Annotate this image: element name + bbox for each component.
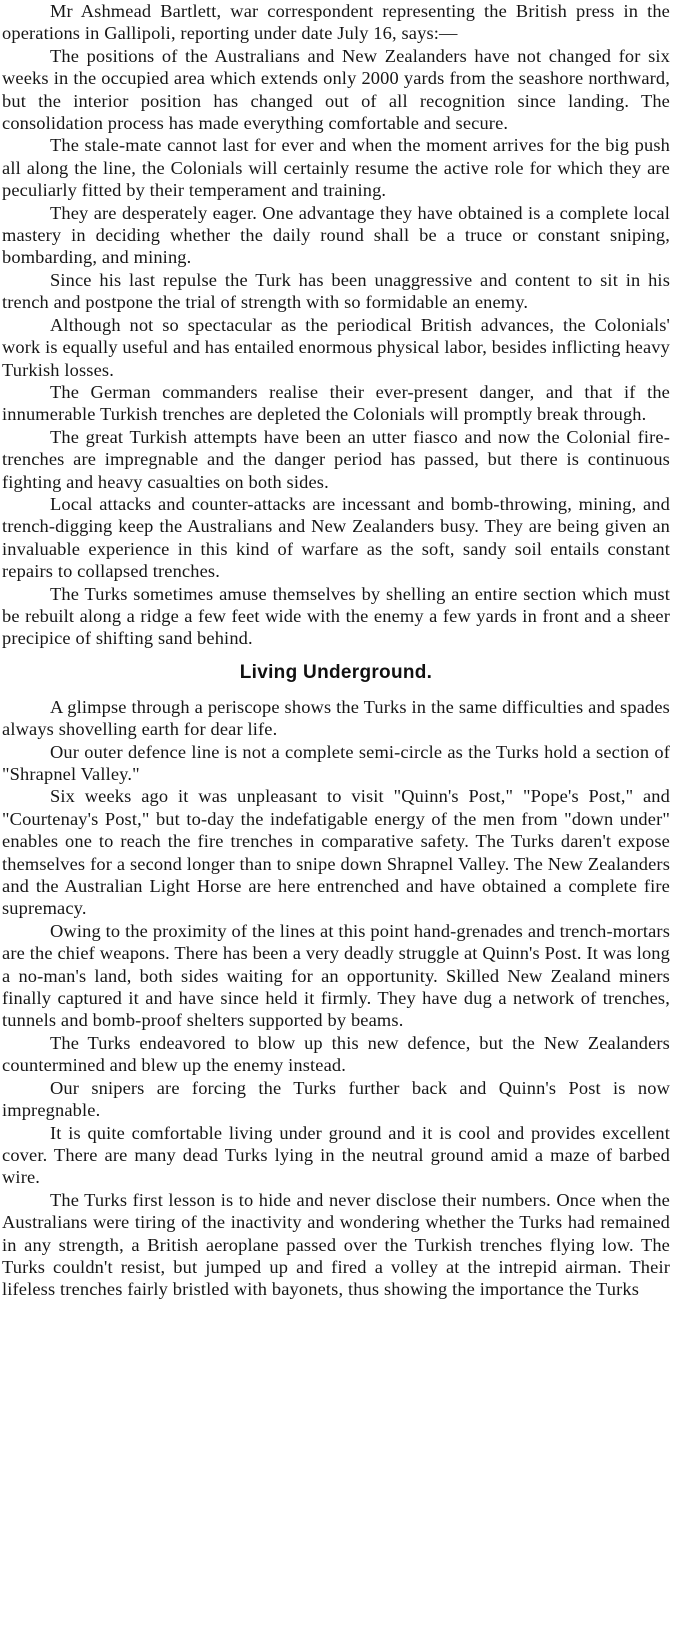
paragraph: The Turks first lesson is to hide and never disclose their numbers. Once when the Australians were tiring of the inactivity and wondering whether the Turks had remained in any strength, a British aeroplane passed over the Turkish trenches flying low. The Turks couldn't resist, but jumped up and fired a volley at the intrepid airman. Their lifeless trenches fairly bristled with bayonets, thus showing the importance the Turks [2, 1189, 670, 1300]
paragraph: Our snipers are forcing the Turks further back and Quinn's Post is now impregnable. [2, 1077, 670, 1121]
paragraph: They are desperately eager. One advantage they have obtained is a complete local mastery in deciding whether the daily round shall be a truce or constant sniping, bombarding, and mining. [2, 202, 670, 268]
paragraph: The great Turkish attempts have been an utter fiasco and now the Colonial fire-trenches are impregnable and the danger period has passed, but there is continuous fighting and heavy casualties on both sides. [2, 426, 670, 492]
paragraph: The positions of the Australians and New Zealanders have not changed for six weeks in the occupied area which extends only 2000 yards from the seashore northward, but the interior position has changed out of all recognition since landing. The consolidation process has made everything comfortable and secure. [2, 45, 670, 134]
paragraph: Six weeks ago it was unpleasant to visit "Quinn's Post," "Pope's Post," and "Courtenay's Post," but to-day the indefatigable energy of the men from "down under" enables one to reach the fire trenches in comparative safety. The Turks daren't expose themselves for a second longer than to snipe down Shrapnel Valley. The New Zealanders and the Australian Light Horse are here entrenched and have obtained a complete fire supremacy. [2, 786, 670, 919]
section-heading: Living Underground. [239, 661, 433, 683]
paragraph: Local attacks and counter-attacks are incessant and bomb-throwing, mining, and trench-digging keep the Australians and New Zealanders busy. They are being given an invaluable experience in this kind of warfare as the soft, sandy soil entails constant repairs to collapsed trenches. [2, 493, 670, 582]
paragraph: The German commanders realise their ever-present danger, and that if the innumerable Turkish trenches are depleted the Colonials will promptly break through. [2, 381, 670, 425]
paragraph: Our outer defence line is not a complete semi-circle as the Turks hold a section of "Shrapnel Valley." [2, 741, 670, 784]
paragraph: Although not so spectacular as the periodical British advances, the Colonials' work is equally useful and has entailed enormous physical labor, besides inflicting heavy Turkish losses. [2, 314, 670, 380]
paragraph: Owing to the proximity of the lines at this point hand-grenades and trench-mortars are the chief weapons. There has been a very deadly struggle at Quinn's Post. It was long a no-man's land, both sides waiting for an opportunity. Skilled New Zealand miners finally captured it and have since held it firmly. They have dug a network of trenches, tunnels and bomb-proof shelters supported by beams. [2, 920, 670, 1031]
paragraph: The Turks sometimes amuse themselves by shelling an entire section which must be rebuilt along a ridge a few feet wide with the enemy a few yards in front and a sheer precipice of shifting sand behind. [2, 583, 670, 649]
paragraph: The stale-mate cannot last for ever and when the moment arrives for the big push all along the line, the Colonials will certainly resume the active role for which they are peculiarly fitted by their temperament and training. [2, 135, 670, 201]
intro-paragraph: Mr Ashmead Bartlett, war correspondent representing the British press in the operations in Gallipoli, reporting under date July 16, says:— [2, 1, 670, 44]
paragraph: A glimpse through a periscope shows the Turks in the same difficulties and spades always shovelling earth for dear life. [2, 696, 670, 740]
paragraph: It is quite comfortable living under ground and it is cool and provides excellent cover. There are many dead Turks lying in the neutral ground amid a maze of barbed wire. [2, 1122, 670, 1188]
paragraph: The Turks endeavored to blow up this new defence, but the New Zealanders countermined and blew up the enemy instead. [2, 1032, 670, 1076]
paragraph: Since his last repulse the Turk has been unaggressive and content to sit in his trench and postpone the trial of strength with so formidable an enemy. [2, 269, 670, 313]
